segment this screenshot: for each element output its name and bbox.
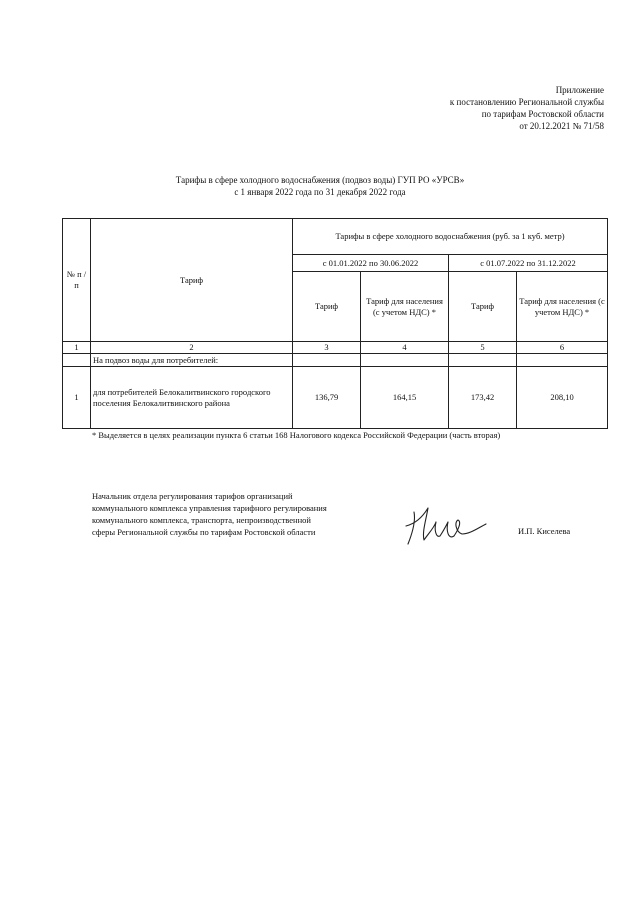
appendix-line: от 20.12.2021 № 71/58 <box>519 121 604 131</box>
tariff-table <box>62 218 608 429</box>
row-value-tariff-1: 136,79 <box>293 367 361 429</box>
header-col-population: Тариф для населения (с учетом НДС) * <box>361 272 449 342</box>
header-tariff: Тариф <box>91 219 293 342</box>
title-line-1: Тарифы в сфере холодного водоснабжения (подвоз воды) ГУП РО «УРСВ» <box>175 175 465 185</box>
header-num: № п /п <box>63 219 91 342</box>
table-row <box>63 367 608 429</box>
column-number: 5 <box>449 342 517 354</box>
section-empty-cell <box>449 354 517 367</box>
column-number: 2 <box>91 342 293 354</box>
header-period-1: с 01.01.2022 по 30.06.2022 <box>293 255 449 272</box>
section-empty-cell <box>361 354 449 367</box>
header-period-2: с 01.07.2022 по 31.12.2022 <box>449 255 608 272</box>
title-line-2: с 1 января 2022 года по 31 декабря 2022 года <box>234 187 406 197</box>
column-number: 6 <box>517 342 608 354</box>
appendix-line: к постановлению Региональной службы <box>449 97 604 107</box>
column-number: 1 <box>63 342 91 354</box>
row-value-population-1: 164,15 <box>361 367 449 429</box>
footnote: * Выделяется в целях реализации пункта 6 статьи 168 Налогового кодекса Российской Федерации (часть вторая) <box>92 430 501 440</box>
column-number: 4 <box>361 342 449 354</box>
signature-title-line: Начальник отдела регулирования тарифов организаций <box>92 491 293 501</box>
signature-title-line: коммунального комплекса управления тарифного регулирования <box>92 503 327 513</box>
header-col-tariff: Тариф <box>449 272 517 342</box>
header-col-population: Тариф для населения (с учетом НДС) * <box>517 272 608 342</box>
signature-block <box>92 490 327 538</box>
section-label: На подвоз воды для потребителей: <box>91 354 293 367</box>
row-value-population-2: 208,10 <box>517 367 608 429</box>
appendix-header <box>384 84 604 132</box>
appendix-line: по тарифам Ростовской области <box>481 109 604 119</box>
column-number: 3 <box>293 342 361 354</box>
section-empty-cell <box>517 354 608 367</box>
row-name: для потребителей Белокалитвинского городского поселения Белокалитвинского района <box>91 367 293 429</box>
section-empty-cell <box>293 354 361 367</box>
header-col-tariff: Тариф <box>293 272 361 342</box>
document-title <box>0 174 640 198</box>
signature-title-line: сферы Региональной службы по тарифам Ростовской области <box>92 527 316 537</box>
section-empty-cell <box>63 354 91 367</box>
signature-title-line: коммунального комплекса, транспорта, непроизводственной <box>92 515 311 525</box>
header-group: Тарифы в сфере холодного водоснабжения (руб. за 1 куб. метр) <box>293 219 608 255</box>
signer-name: И.П. Киселева <box>518 526 571 536</box>
handwritten-signature <box>400 500 490 550</box>
row-value-tariff-2: 173,42 <box>449 367 517 429</box>
appendix-line: Приложение <box>555 85 604 95</box>
row-num: 1 <box>63 367 91 429</box>
